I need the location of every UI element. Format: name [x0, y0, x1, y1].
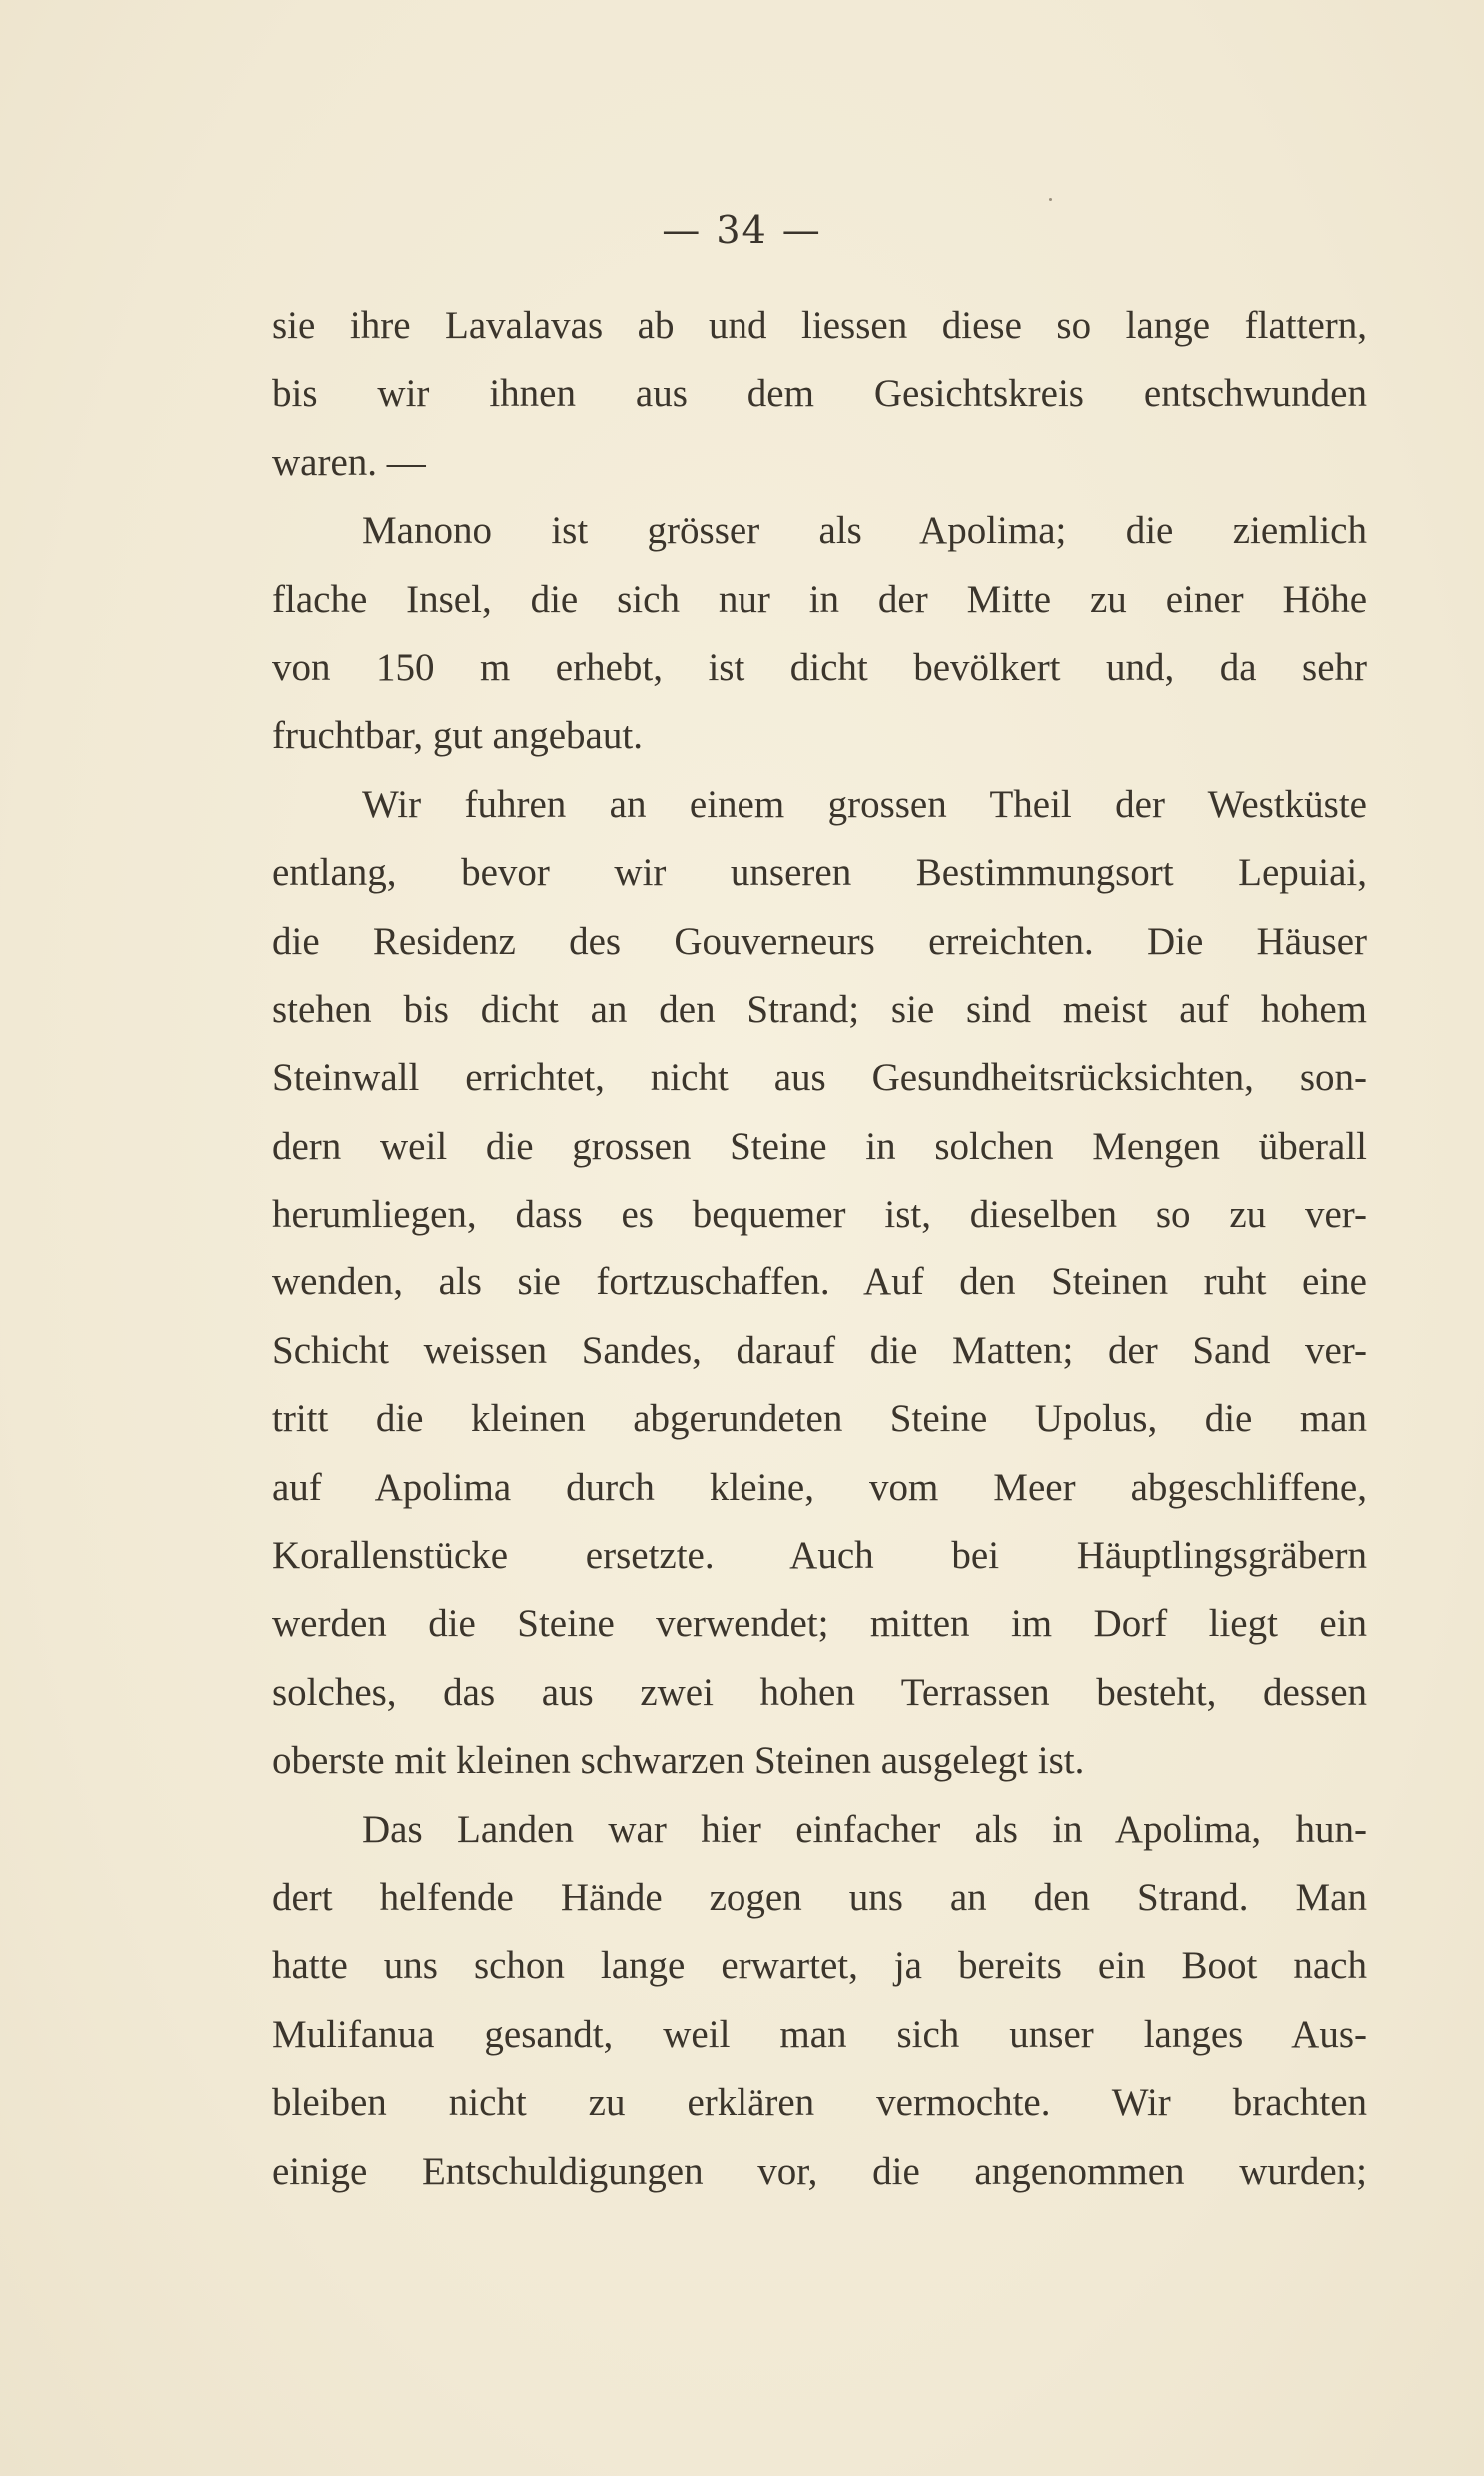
text-line: entlang, bevor wir unseren Bestimmungsort Lepuiai,	[272, 851, 1367, 895]
text-line: herumliegen, dass es bequemer ist, dieselben so zu ver-	[272, 1193, 1367, 1237]
text-line: dern weil die grossen Steine in solchen Mengen überall	[272, 1124, 1367, 1168]
body-text	[272, 292, 1367, 2206]
text-line: tritt die kleinen abgerundeten Steine Upolus, die man	[272, 1397, 1367, 1441]
text-line: von 150 m erhebt, ist dicht bevölkert und, da sehr	[272, 645, 1367, 689]
text-line: dert helfende Hände zogen uns an den Strand. Man	[272, 1875, 1367, 1919]
text-line: Mulifanua gesandt, weil man sich unser langes Aus-	[272, 2012, 1367, 2056]
text-line: einige Entschuldigungen vor, die angenommen wurden;	[272, 2149, 1367, 2193]
paragraph-4	[272, 1796, 1367, 2206]
page-number: — 34 —	[662, 208, 822, 252]
text-line: Manono ist grösser als Apolima; die ziemlich	[362, 509, 1367, 553]
text-line: Das Landen war hier einfacher als in Apolima, hun-	[362, 1807, 1367, 1851]
text-line: bis wir ihnen aus dem Gesichtskreis entschwunden	[272, 372, 1367, 416]
text-line: flache Insel, die sich nur in der Mitte zu einer Höhe	[272, 577, 1367, 621]
text-line: waren. —	[272, 440, 426, 484]
paragraph-2	[272, 497, 1367, 771]
paragraph-1	[272, 292, 1367, 497]
text-line: Steinwall errichtet, nicht aus Gesundheitsrücksichten, son-	[272, 1056, 1367, 1100]
text-line: fruchtbar, gut angebaut.	[272, 714, 643, 758]
text-line: werden die Steine verwendet; mitten im Dorf liegt ein	[272, 1602, 1367, 1646]
text-line: oberste mit kleinen schwarzen Steinen ausgelegt ist.	[272, 1739, 1085, 1783]
text-line: hatte uns schon lange erwartet, ja bereits ein Boot nach	[272, 1944, 1367, 1988]
paper-speck	[1049, 198, 1052, 201]
text-line: Korallenstücke ersetzte. Auch bei Häuptlingsgräbern	[272, 1534, 1367, 1578]
text-line: sie ihre Lavalavas ab und liessen diese so lange flattern,	[272, 304, 1367, 347]
paragraph-3	[272, 771, 1367, 1796]
text-line: Wir fuhren an einem grossen Theil der Westküste	[362, 782, 1367, 826]
text-line: bleiben nicht zu erklären vermochte. Wir brachten	[272, 2081, 1367, 2125]
text-line: Schicht weissen Sandes, darauf die Matten; der Sand ver-	[272, 1328, 1367, 1372]
text-line: die Residenz des Gouverneurs erreichten. Die Häuser	[272, 919, 1367, 963]
text-line: stehen bis dicht an den Strand; sie sind meist auf hohem	[272, 987, 1367, 1031]
text-line: auf Apolima durch kleine, vom Meer abgeschliffene,	[272, 1465, 1367, 1509]
text-line: solches, das aus zwei hohen Terrassen besteht, dessen	[272, 1670, 1367, 1714]
text-line: wenden, als sie fortzuschaffen. Auf den Steinen ruht eine	[272, 1260, 1367, 1304]
